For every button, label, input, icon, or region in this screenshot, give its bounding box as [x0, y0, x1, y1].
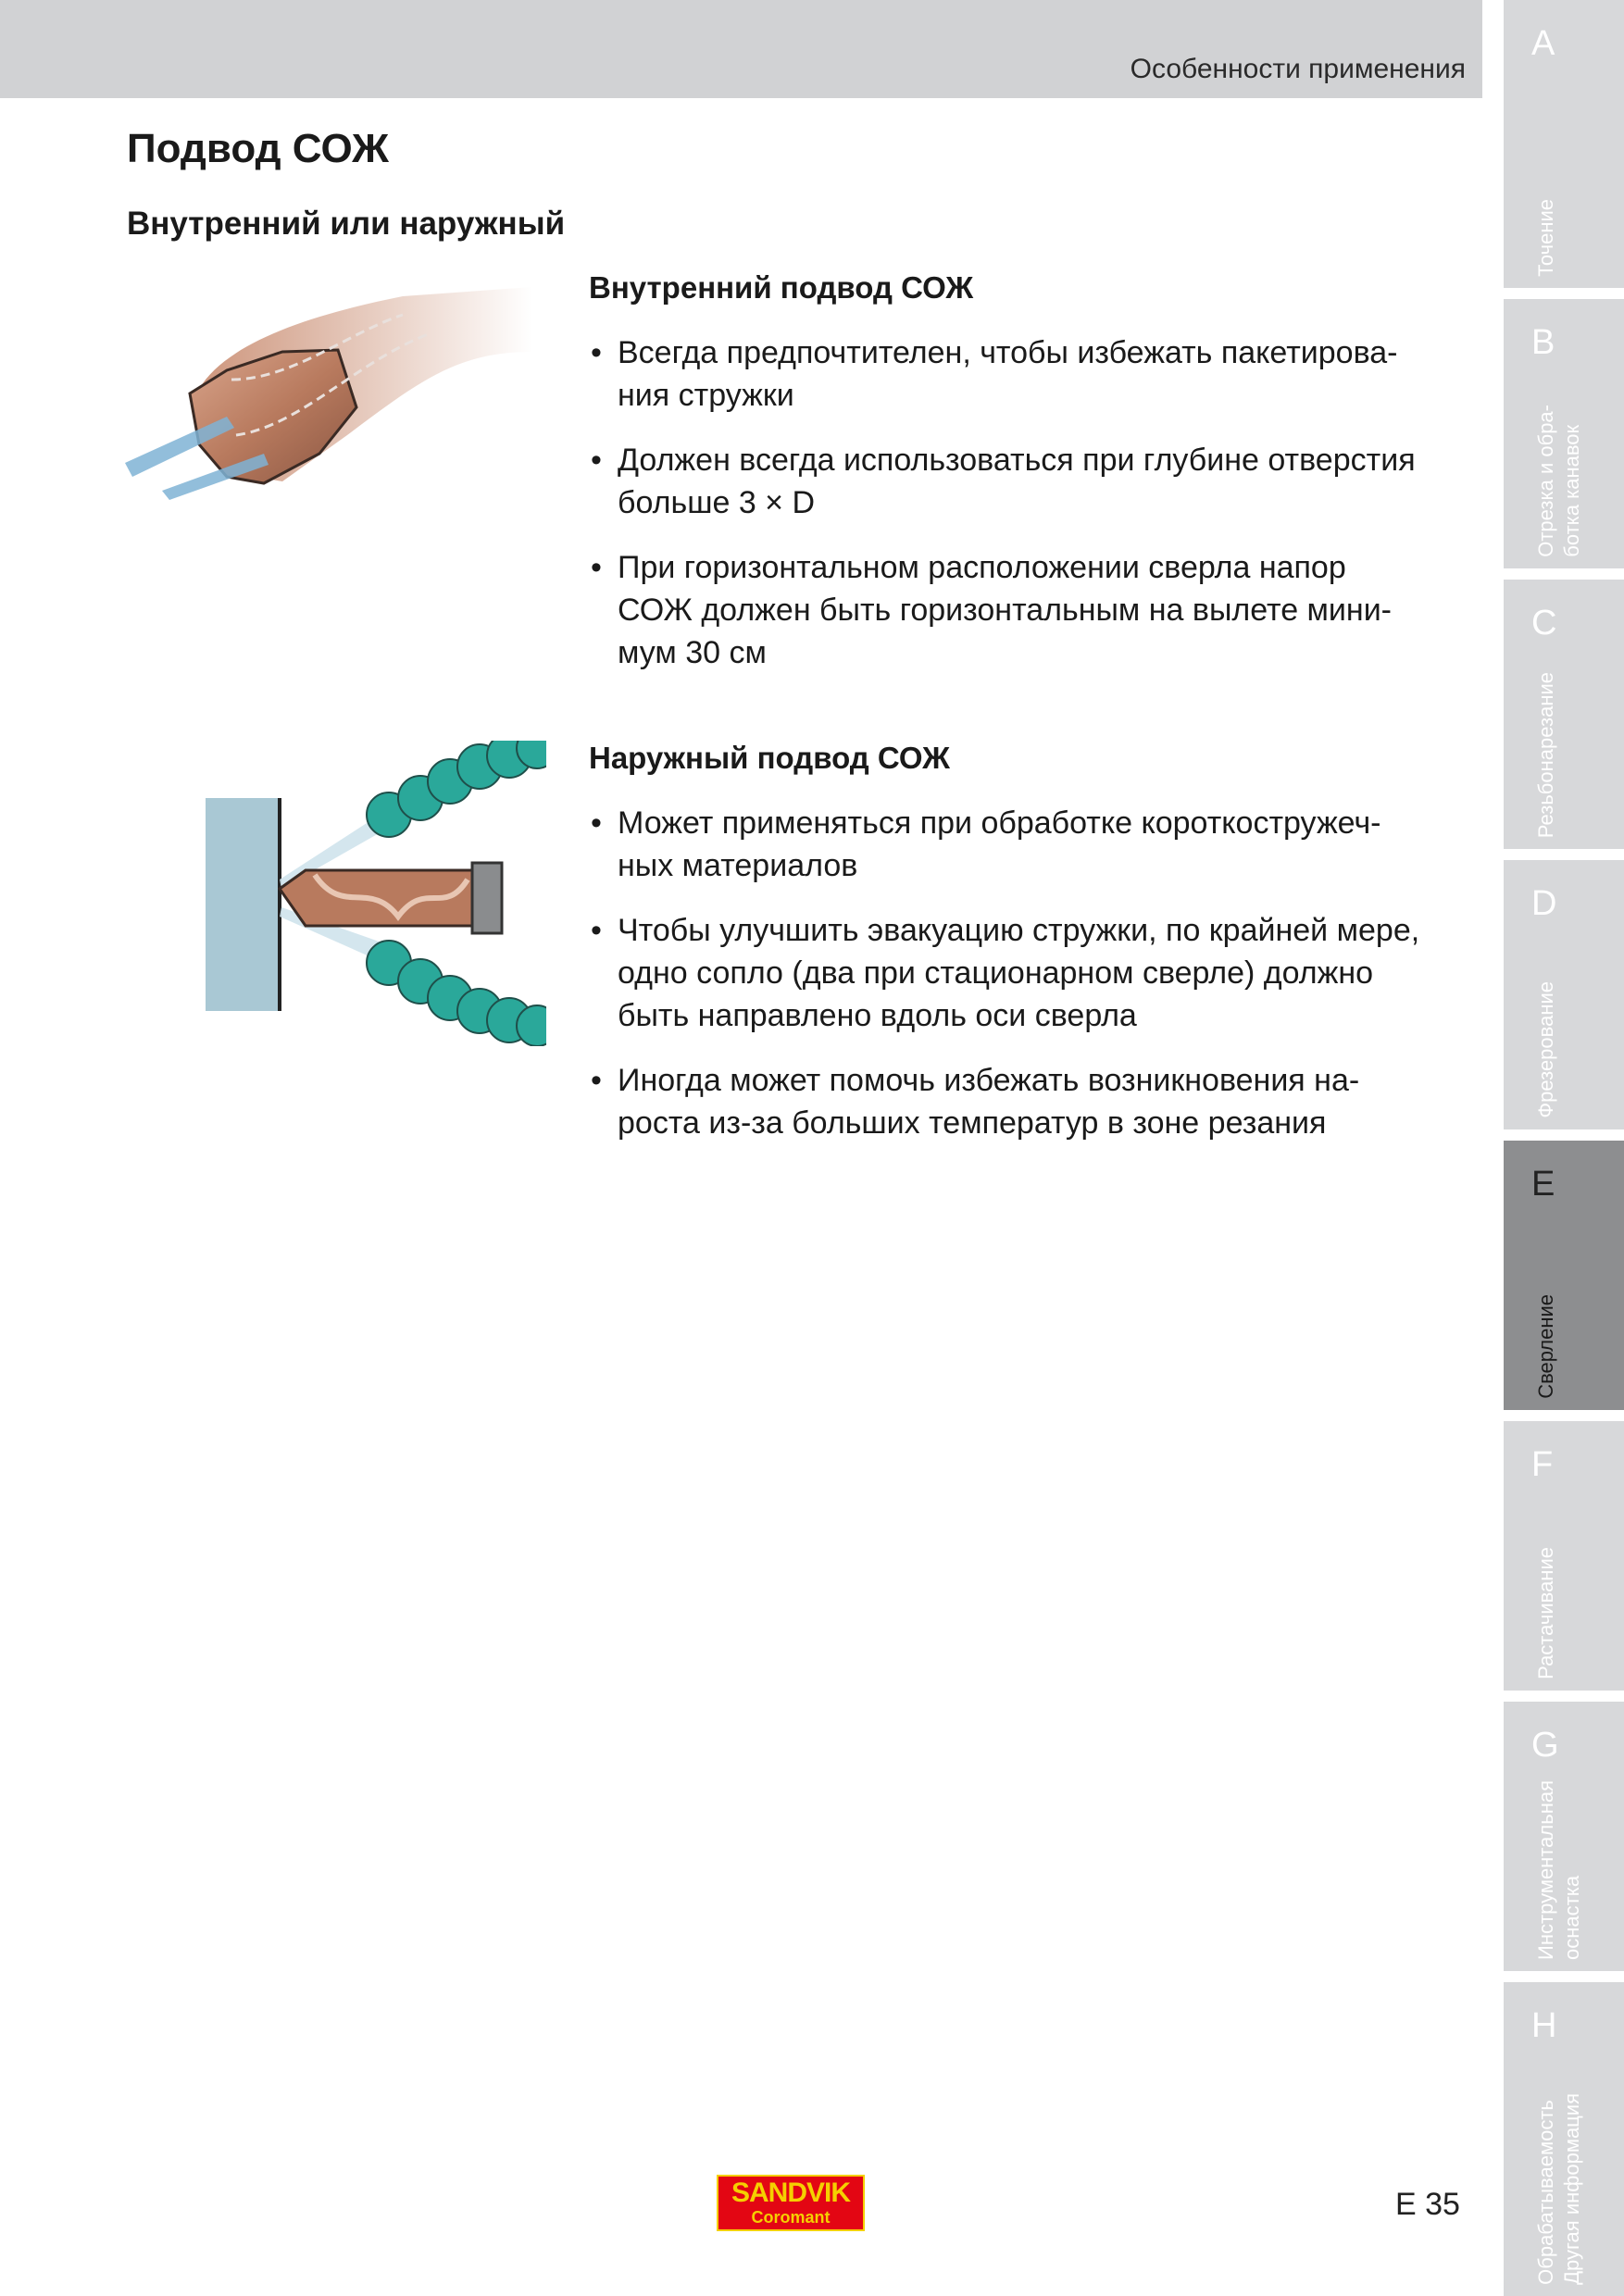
list-item: • При горизонтальном расположении сверла напор СОЖ должен быть горизонтальным на вылете мини- мум 30 см: [589, 546, 1478, 674]
page-number: E 35: [1395, 2187, 1460, 2222]
tab-threading[interactable]: [1504, 580, 1624, 849]
tab-label: Сверление: [1534, 1294, 1557, 1399]
list-item: • Должен всегда использоваться при глубине отверстия больше 3 × D: [589, 439, 1478, 524]
tab-letter: H: [1531, 2006, 1557, 2045]
tab-letter: D: [1531, 884, 1557, 923]
logo-top-text: SANDVIK: [731, 2177, 850, 2208]
section-title: Внутренний или наружный: [127, 206, 566, 242]
tab-label: Резьбонарезание: [1534, 671, 1557, 838]
tab-label: Точение: [1534, 199, 1557, 277]
list-item: • Чтобы улучшить эвакуацию стружки, по крайней мере, одно сопло (два при стационарном сверле) должно быть направлено вдоль оси сверла: [589, 909, 1478, 1037]
tab-turning[interactable]: [1504, 0, 1624, 288]
internal-coolant-heading: Внутренний подвод СОЖ: [589, 270, 974, 305]
external-coolant-list: [589, 802, 1478, 1144]
tab-letter: A: [1531, 24, 1555, 63]
external-coolant-heading: Наружный подвод СОЖ: [589, 741, 950, 775]
tab-label: Фрезерование: [1534, 981, 1557, 1118]
internal-coolant-block: [589, 270, 1478, 696]
tab-machinability[interactable]: [1504, 1982, 1624, 2296]
tab-milling[interactable]: [1504, 860, 1624, 1129]
side-tabs: [1504, 0, 1624, 2296]
page-title: Подвод СОЖ: [127, 126, 389, 171]
tab-label: Растачивание: [1534, 1547, 1557, 1679]
tab-letter: G: [1531, 1726, 1559, 1765]
tab-drilling[interactable]: [1504, 1141, 1624, 1410]
tab-label: Отрезка и обра- ботка канавок: [1534, 405, 1583, 557]
tab-tool-holding[interactable]: [1504, 1702, 1624, 1971]
sandvik-coromant-logo: [717, 2175, 865, 2231]
tab-boring[interactable]: [1504, 1421, 1624, 1691]
internal-coolant-list: [589, 331, 1478, 674]
internal-coolant-drill-illustration: [125, 278, 532, 500]
header-title: Особенности применения: [1130, 54, 1466, 84]
list-item: • Всегда предпочтителен, чтобы избежать пакетирова- ния стружки: [589, 331, 1478, 417]
tab-label: Обрабатываемость Другая информация: [1534, 2093, 1583, 2285]
tab-letter: B: [1531, 323, 1555, 362]
tab-label: Инструментальная оснастка: [1534, 1780, 1583, 1960]
list-item: • Иногда может помочь избежать возникновения на- роста из-за больших температур в зоне резания: [589, 1059, 1478, 1144]
logo-bottom-text: Coromant: [751, 2208, 831, 2227]
list-item: • Может применяться при обработке короткостружеч- ных материалов: [589, 802, 1478, 887]
tab-letter: F: [1531, 1445, 1554, 1484]
external-coolant-block: [589, 741, 1478, 1167]
tab-letter: C: [1531, 604, 1557, 643]
external-coolant-nozzles-illustration: [204, 741, 546, 1046]
header-bar: [0, 0, 1482, 98]
tab-parting-grooving[interactable]: [1504, 299, 1624, 568]
tab-letter: E: [1531, 1165, 1555, 1204]
